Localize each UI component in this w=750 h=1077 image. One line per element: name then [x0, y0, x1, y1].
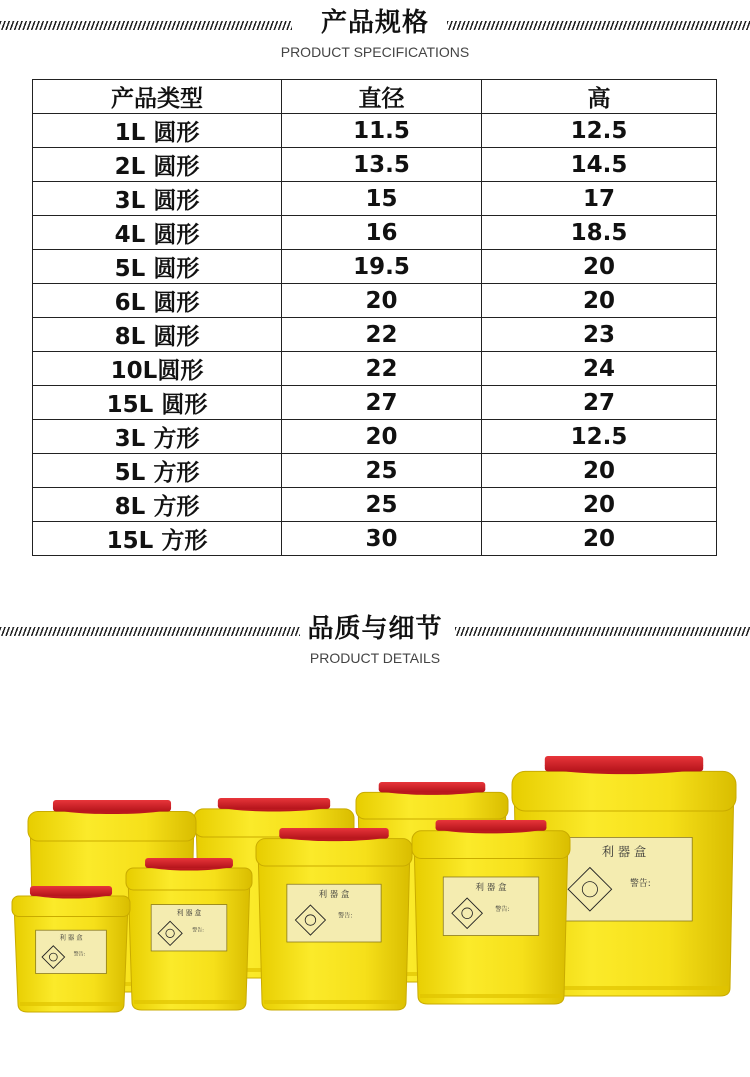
- diameter-cell: 15: [282, 182, 482, 216]
- section-title: 品质与细节: [307, 614, 443, 644]
- diameter-cell: 20: [282, 420, 482, 454]
- type-cell: 15L 圆形: [33, 386, 282, 420]
- type-cell: 4L 圆形: [33, 216, 282, 250]
- type-cell: 1L 圆形: [33, 114, 282, 148]
- table-row: [33, 250, 717, 284]
- table-row: [33, 386, 717, 420]
- details-section-header: [0, 612, 750, 666]
- table-row: [33, 420, 717, 454]
- height-cell: 20: [482, 454, 717, 488]
- header-cell-diameter: 直径: [282, 80, 482, 114]
- diameter-cell: 13.5: [282, 148, 482, 182]
- type-cell: 3L 圆形: [33, 182, 282, 216]
- sharps-container: [126, 858, 252, 1010]
- table-row: [33, 522, 717, 556]
- diameter-cell: 16: [282, 216, 482, 250]
- section-title: 产品规格: [320, 8, 429, 38]
- label-title: 利 器 盒: [176, 908, 202, 917]
- label-title: 利 器 盒: [318, 888, 350, 899]
- diameter-cell: 22: [282, 318, 482, 352]
- sharps-container: [412, 820, 570, 1004]
- type-cell: 8L 圆形: [33, 318, 282, 352]
- diameter-cell: 27: [282, 386, 482, 420]
- table-row: [33, 182, 717, 216]
- product-photo: [0, 720, 750, 1077]
- diameter-cell: 11.5: [282, 114, 482, 148]
- type-cell: 2L 圆形: [33, 148, 282, 182]
- height-cell: 18.5: [482, 216, 717, 250]
- label-warning: 警告:: [338, 912, 353, 920]
- table-row: [33, 148, 717, 182]
- height-cell: 23: [482, 318, 717, 352]
- label-title: 利 器 盒: [601, 844, 647, 859]
- label-warning: 警告:: [73, 951, 86, 958]
- table-row: [33, 114, 717, 148]
- diameter-cell: 25: [282, 454, 482, 488]
- section-subtitle: PRODUCT DETAILS: [309, 650, 441, 666]
- table-row: [33, 352, 717, 386]
- table-header-row: [33, 80, 717, 114]
- diameter-cell: 19.5: [282, 250, 482, 284]
- height-cell: 24: [482, 352, 717, 386]
- height-cell: 17: [482, 182, 717, 216]
- table-row: [33, 454, 717, 488]
- height-cell: 20: [482, 488, 717, 522]
- table-row: [33, 318, 717, 352]
- sharps-container: [12, 886, 130, 1012]
- height-cell: 14.5: [482, 148, 717, 182]
- type-cell: 6L 圆形: [33, 284, 282, 318]
- type-cell: 15L 方形: [33, 522, 282, 556]
- height-cell: 20: [482, 522, 717, 556]
- diameter-cell: 22: [282, 352, 482, 386]
- sharps-container: [256, 828, 412, 1010]
- height-cell: 12.5: [482, 420, 717, 454]
- spec-table: [32, 79, 717, 556]
- header-cell-height: 高: [482, 80, 717, 114]
- type-cell: 8L 方形: [33, 488, 282, 522]
- label-warning: 警告:: [192, 927, 204, 934]
- height-cell: 20: [482, 284, 717, 318]
- label-warning: 警告:: [630, 878, 651, 889]
- table-row: [33, 488, 717, 522]
- type-cell: 10L圆形: [33, 352, 282, 386]
- diameter-cell: 20: [282, 284, 482, 318]
- type-cell: 5L 方形: [33, 454, 282, 488]
- type-cell: 3L 方形: [33, 420, 282, 454]
- label-title: 利 器 盒: [475, 882, 507, 893]
- header-cell-type: 产品类型: [33, 80, 282, 114]
- height-cell: 20: [482, 250, 717, 284]
- type-cell: 5L 圆形: [33, 250, 282, 284]
- height-cell: 12.5: [482, 114, 717, 148]
- diameter-cell: 30: [282, 522, 482, 556]
- height-cell: 27: [482, 386, 717, 420]
- spec-section-header: [0, 6, 750, 60]
- diameter-cell: 25: [282, 488, 482, 522]
- label-warning: 警告:: [495, 905, 510, 913]
- label-title: 利 器 盒: [59, 934, 83, 942]
- table-row: [33, 216, 717, 250]
- section-subtitle: PRODUCT SPECIFICATIONS: [280, 44, 470, 60]
- table-row: [33, 284, 717, 318]
